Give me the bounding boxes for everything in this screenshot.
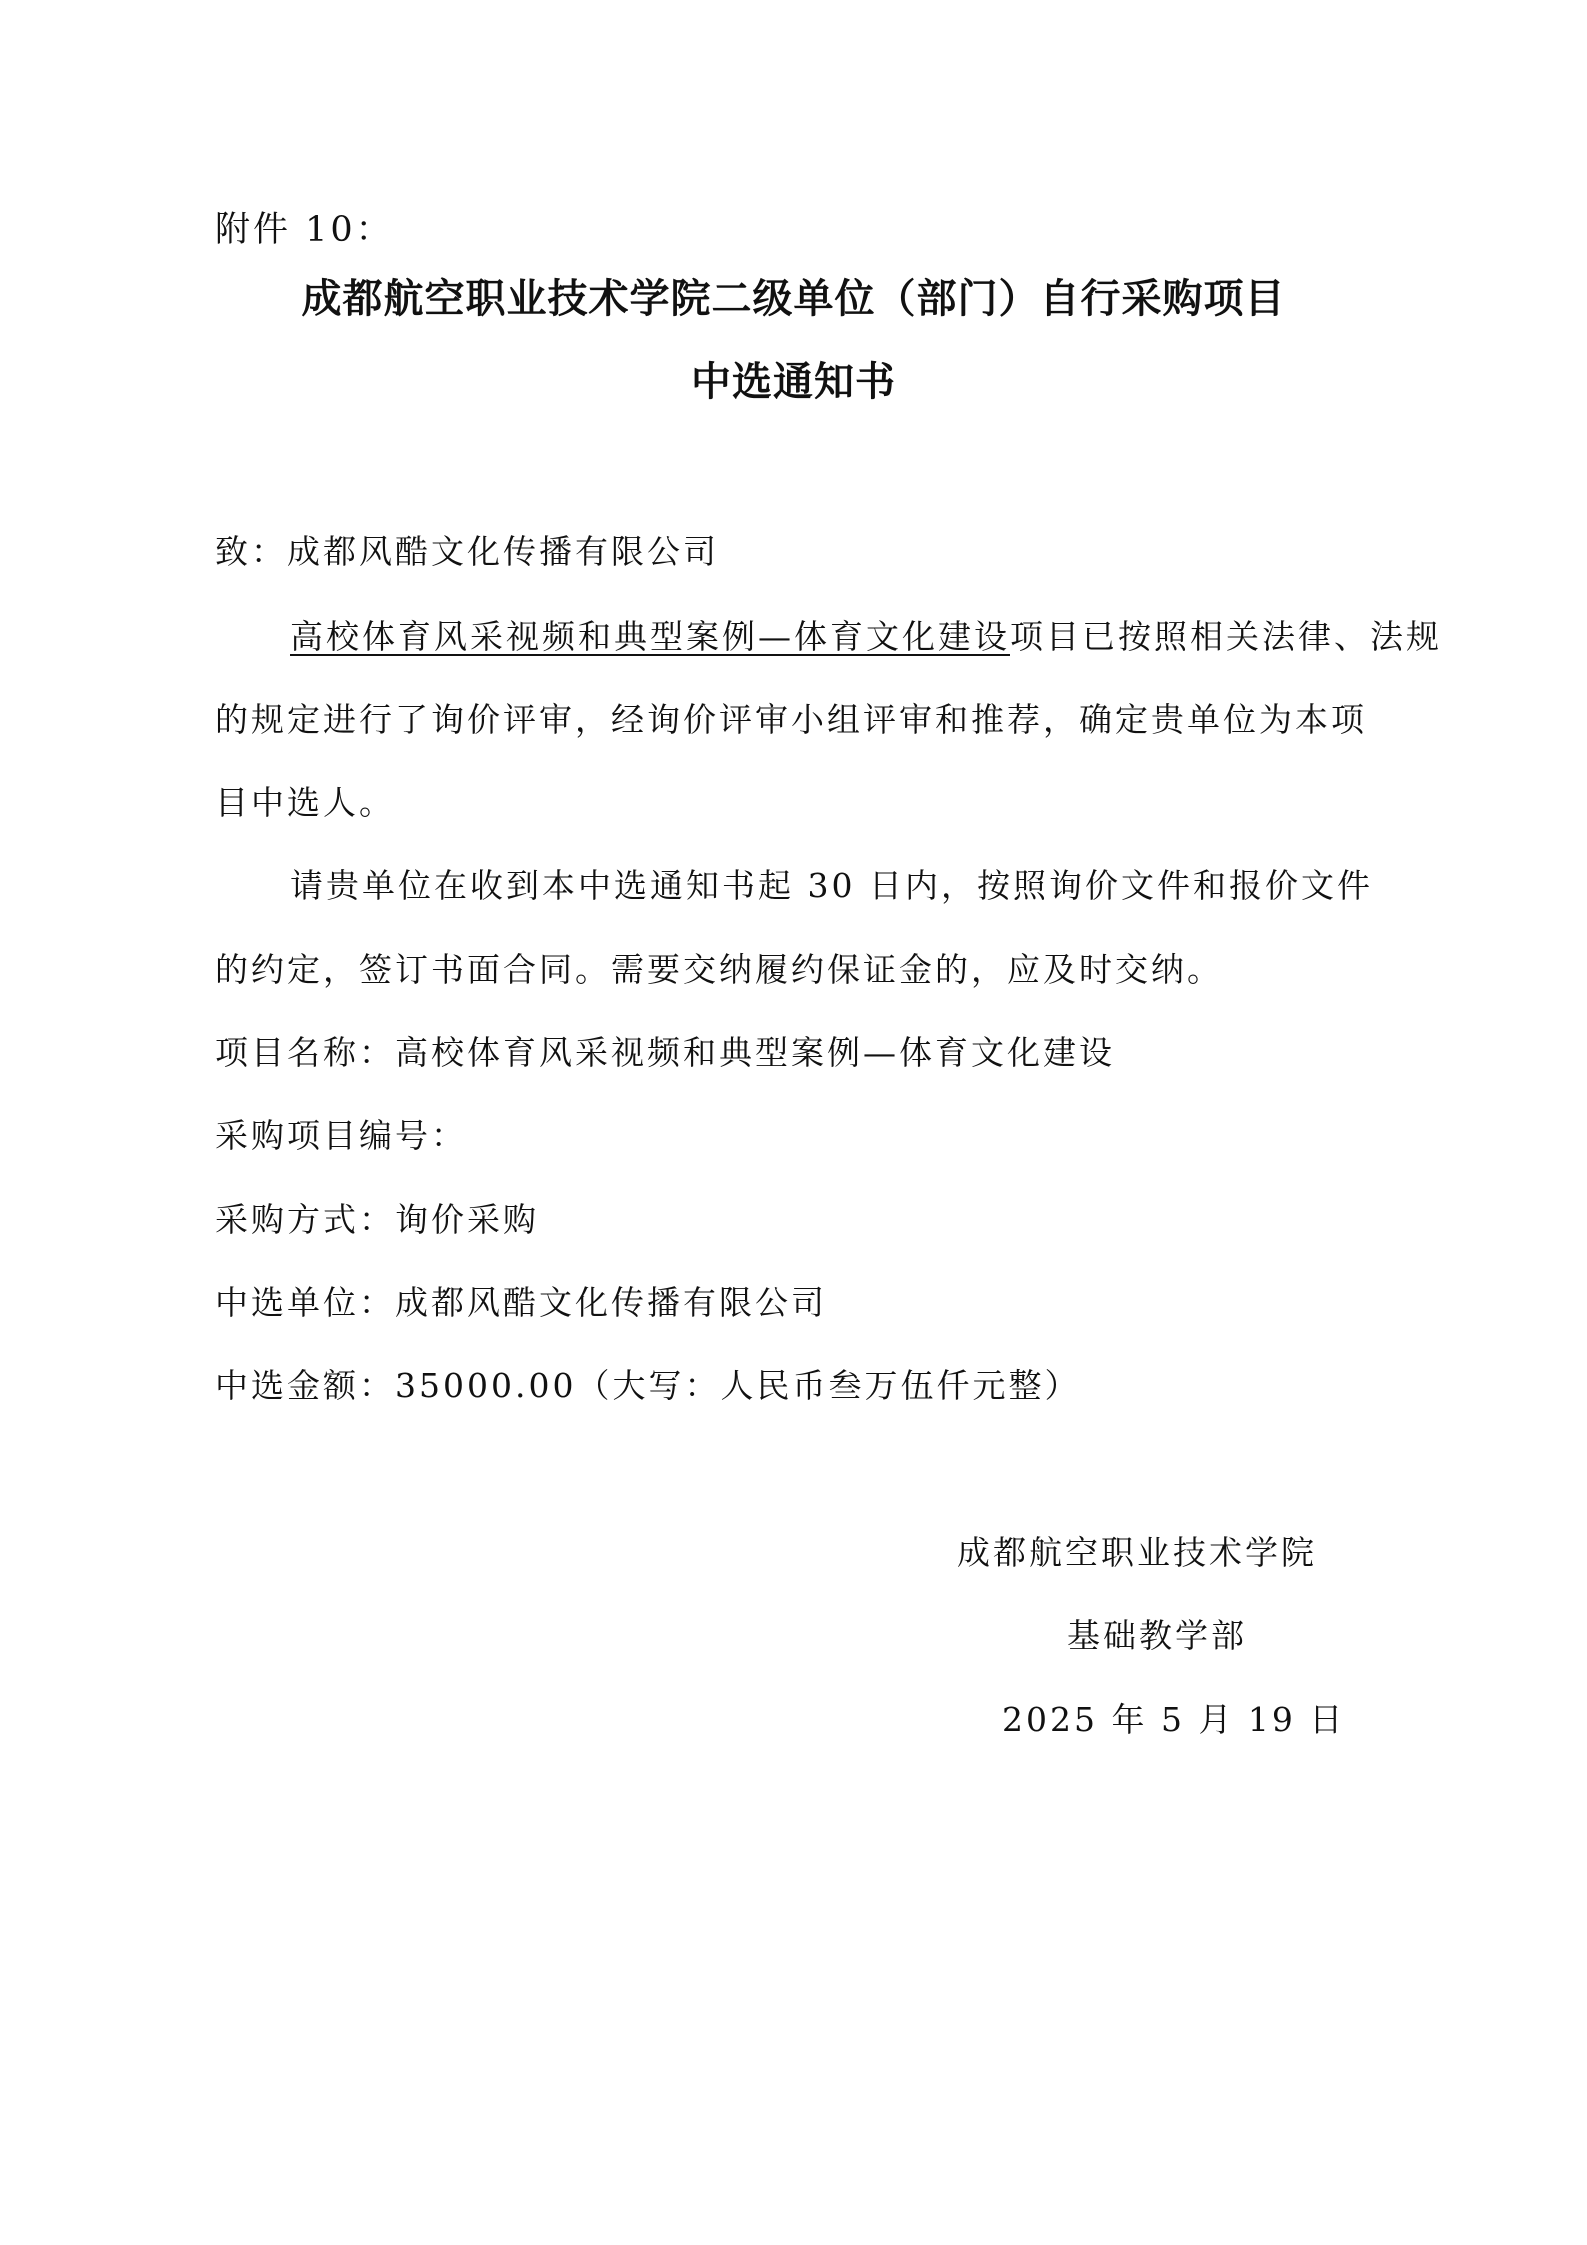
signature-date: 2025 年 5 月 19 日 [1002,1700,1346,1739]
field-project-name: 项目名称：高校体育风采视频和典型案例—体育文化建设 [215,1033,1115,1072]
document-title-line-2: 中选通知书 [691,359,896,405]
paragraph-1-line-1 [290,617,1442,657]
paragraph-1-line-3: 目中选人。 [215,783,395,822]
project-name-underlined: 高校体育风采视频和典型案例—体育文化建设 [290,617,1010,656]
field-procurement-method: 采购方式：询价采购 [215,1200,539,1239]
field-selected-amount: 中选金额：35000.00（大写：人民币叁万伍仟元整） [215,1366,1081,1405]
signature-organization: 成都航空职业技术学院 [957,1533,1317,1572]
field-selected-unit: 中选单位：成都风酷文化传播有限公司 [215,1283,827,1322]
document-title-line-1: 成都航空职业技术学院二级单位（部门）自行采购项目 [301,276,1286,322]
paragraph-2-line-2: 的约定，签订书面合同。需要交纳履约保证金的，应及时交纳。 [215,950,1223,989]
paragraph-2-line-1: 请贵单位在收到本中选通知书起 30 日内，按照询价文件和报价文件 [290,866,1373,905]
paragraph-1-line-1-rest: 项目已按照相关法律、法规 [1010,617,1442,656]
addressee-line: 致：成都风酷文化传播有限公司 [215,532,719,571]
field-procurement-code: 采购项目编号： [215,1116,467,1155]
signature-department: 基础教学部 [1067,1616,1247,1655]
attachment-label: 附件 10： [215,210,394,250]
paragraph-1-line-2: 的规定进行了询价评审，经询价评审小组评审和推荐，确定贵单位为本项 [215,700,1367,739]
